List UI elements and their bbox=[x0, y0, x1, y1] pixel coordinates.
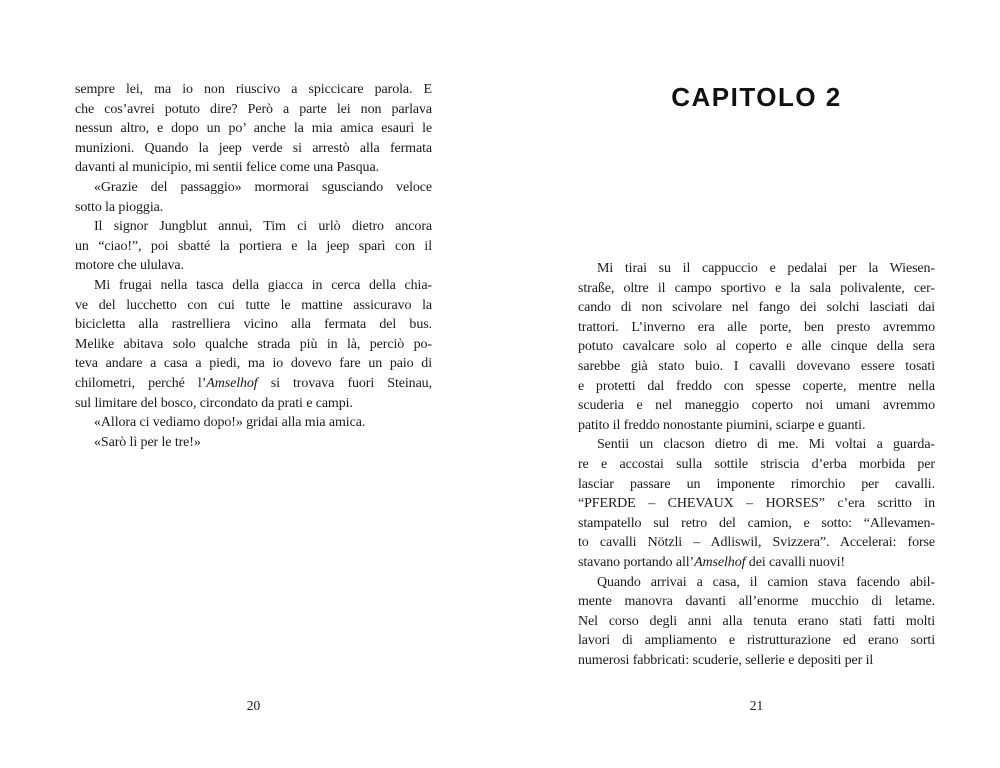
text-line: che cos’avrei potuto dire? Però a parte lei non parlava bbox=[75, 101, 432, 117]
text-line: nessun altro, e dopo un po’ anche la mia amica esaurì le bbox=[75, 121, 432, 137]
page-right bbox=[578, 80, 935, 740]
paragraph bbox=[75, 276, 432, 413]
text-line: lavori di ampliamento e ristrutturazione ed erano sorti bbox=[578, 633, 935, 649]
text-line: «Allora ci vediamo dopo!» gridai alla mia amica. bbox=[94, 415, 366, 431]
text-line: sotto la pioggia. bbox=[75, 199, 164, 215]
text-line: e protetti dal freddo con spesse coperte, mentre nella bbox=[578, 378, 935, 394]
text-line: sarebbe già stato buio. I cavalli dovevano essere tosati bbox=[578, 358, 935, 374]
text-line: “PFERDE – CHEVAUX – HORSES” c’era scritto in bbox=[578, 496, 935, 512]
text-line: stavano portando all’Amselhof dei cavalli nuovi! bbox=[578, 554, 845, 570]
paragraph bbox=[75, 217, 432, 276]
text-line: «Sarò lì per le tre!» bbox=[94, 434, 201, 450]
text-line: patito il freddo nonostante piumini, sciarpe e guanti. bbox=[578, 417, 866, 433]
text-line: scuderia e nel maneggio coperto noi umani avremmo bbox=[578, 398, 935, 414]
paragraph bbox=[75, 433, 432, 453]
text-line: Mi tirai su il cappuccio e pedalai per la Wiesen- bbox=[597, 261, 935, 276]
text-line: Sentii un clacson dietro di me. Mi voltai a guarda- bbox=[597, 437, 935, 453]
text-line: ve del lucchetto con cui tutte le mattine assicuravo la bbox=[75, 297, 432, 313]
text-line: lasciar passare un imponente rimorchio per cavalli. bbox=[578, 476, 935, 492]
page-number-left: 20 bbox=[246, 698, 261, 713]
page-left bbox=[75, 80, 432, 740]
text-line: Mi frugai nella tasca della giacca in cerca della chia- bbox=[94, 277, 432, 293]
text-line: motore che ululava. bbox=[75, 258, 184, 274]
page-left-text bbox=[75, 80, 432, 452]
text-line: Il signor Jungblut annuì, Tim ci urlò dietro ancora bbox=[94, 219, 432, 235]
paragraph bbox=[75, 80, 432, 178]
page-number-right: 21 bbox=[749, 698, 764, 713]
paragraph bbox=[75, 178, 432, 217]
text-line: chilometri, perché l’Amselhof si trovava fuori Steinau, bbox=[75, 375, 432, 391]
text-line: bicicletta alla rastrelliera vicino alla fermata del bus. bbox=[75, 317, 432, 333]
text-line: sul limitare del bosco, circondato da prati e campi. bbox=[75, 395, 353, 411]
paragraph bbox=[578, 573, 935, 671]
text-line: davanti al municipio, mi sentii felice come una Pasqua. bbox=[75, 160, 379, 176]
page-right-text bbox=[578, 259, 935, 670]
text-line: straße, oltre il campo sportivo e la sala polivalente, cer- bbox=[578, 280, 935, 296]
text-line: un “ciao!”, poi sbatté la portiera e la jeep sparì con il bbox=[75, 238, 432, 254]
text-line: Quando arrivai a casa, il camion stava facendo abil- bbox=[597, 574, 935, 590]
text-line: numerosi fabbricati: scuderie, sellerie e depositi per il bbox=[578, 652, 874, 668]
text-line: stampatello sul retro del camion, e sotto: “Allevamen- bbox=[578, 515, 935, 531]
text-line: teva andare a casa a piedi, ma io dovevo fare un paio di bbox=[75, 356, 432, 372]
paragraph bbox=[578, 259, 935, 435]
text-line: Nel corso degli anni alla tenuta erano stati fatti molti bbox=[578, 613, 935, 629]
text-line: cando di non scivolare nel fango dei solchi lasciati dai bbox=[578, 300, 935, 316]
text-line: munizioni. Quando la jeep verde si arrestò alla fermata bbox=[75, 140, 432, 156]
chapter-title: CAPITOLO 2 bbox=[671, 82, 842, 112]
text-line: «Grazie del passaggio» mormorai sgusciando veloce bbox=[94, 179, 432, 195]
text-line: trattori. L’inverno era alle porte, ben presto avremmo bbox=[578, 319, 935, 335]
paragraph bbox=[75, 413, 432, 433]
paragraph bbox=[578, 435, 935, 572]
text-line: mente manovra davanti all’enorme mucchio di letame. bbox=[578, 594, 935, 610]
text-line: to cavalli Nötzli – Adliswil, Svizzera”. Accelerai: forse bbox=[578, 535, 935, 551]
text-line: re e accostai sulla sottile striscia d’erba morbida per bbox=[578, 456, 935, 472]
text-line: potuto cavalcare solo al coperto e alle cinque della sera bbox=[578, 339, 935, 355]
text-line: Melike abitava solo qualche strada più in là, perciò po- bbox=[75, 336, 432, 352]
text-line: sempre lei, ma io non riuscivo a spiccicare parola. E bbox=[75, 82, 432, 97]
